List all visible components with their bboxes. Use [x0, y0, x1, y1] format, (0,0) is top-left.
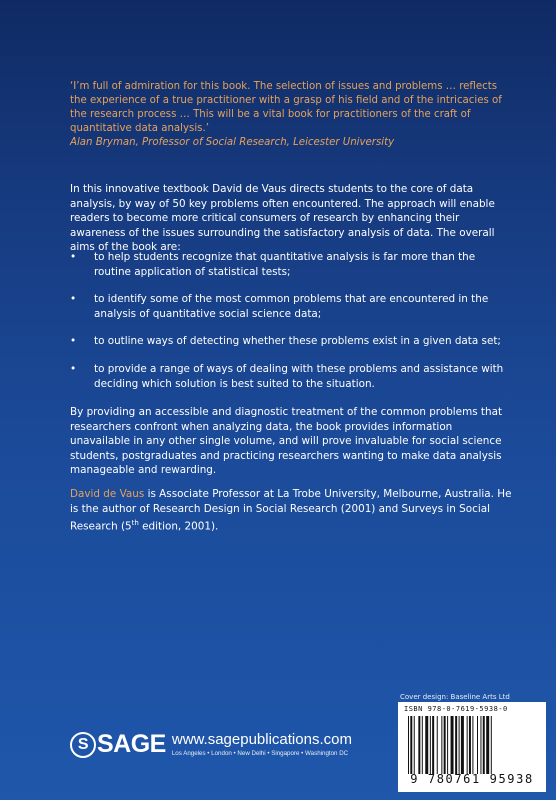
barcode-bar — [418, 716, 420, 774]
barcode-bar — [437, 716, 438, 774]
closing-paragraph: By providing an accessible and diagnostic treatment of the common problems that researchers confront when analyzing data, the book provides information unavailable in any other single volume, and will prove invaluable for social science students, postgraduates and practicing researchers wanting to make data analysis manageable and rewarding. — [70, 406, 503, 476]
barcode-bar — [410, 716, 412, 774]
bullet-icon: • — [70, 335, 77, 347]
review-quote — [70, 80, 510, 150]
barcode-bar — [472, 716, 473, 774]
barcode-bar — [447, 716, 448, 774]
barcode-icon — [408, 716, 538, 774]
sage-logo: S SAGE — [70, 730, 166, 759]
barcode-bar — [459, 716, 460, 774]
publisher-cities: Los Angeles • London • New Delhi • Singapore • Washington DC — [171, 750, 349, 757]
publisher-website: www.sagepublications.com — [171, 731, 352, 748]
barcode-bar — [486, 716, 489, 774]
barcode-bar — [430, 716, 431, 774]
bullet-icon: • — [70, 363, 77, 375]
list-item: • to provide a range of ways of dealing with these problems and assistance with deciding which solution is best suited to the situation. — [70, 363, 504, 390]
barcode-number: 9 780761 95938 — [410, 772, 534, 786]
barcode-bar — [408, 716, 409, 774]
cover-design-credit: Cover design: Baseline Arts Ltd — [400, 693, 510, 701]
barcode-bar — [477, 716, 478, 774]
list-item: • to help students recognize that quantitative analysis is far more than the routine application of statistical tests; — [70, 251, 476, 278]
barcode-bar — [480, 716, 481, 774]
author-name: David de Vaus — [70, 488, 145, 500]
barcode-bar — [467, 716, 468, 774]
barcode-bar — [441, 716, 442, 774]
sage-logo-s: S — [70, 732, 96, 758]
intro-paragraph: In this innovative textbook David de Vaus directs students to the core of data analysis, by way of 50 key problems often encountered. The approach will enable readers to become more critical consumers of research by enhancing their awareness of the issues surrounding the satisfactory analysis of data. The overall aims of the book are: — [70, 183, 495, 253]
barcode-bar — [455, 716, 457, 774]
author-bio: David de Vaus is Associate Professor at La Trobe University, Melbourne, Australia. He is the author of Research Design in Social Research (2001) and Surveys in Social Research (5th edition, 2001). — [70, 488, 512, 533]
bullet-icon: • — [70, 251, 77, 263]
isbn-barcode — [398, 702, 546, 792]
barcode-bar — [461, 716, 464, 774]
quote-attribution: Alan Bryman, Professor of Social Research, Leicester University — [70, 137, 395, 148]
list-item: • to outline ways of detecting whether these problems exist in a given data set; — [70, 335, 501, 347]
barcode-bar — [425, 716, 428, 774]
publisher-logo — [70, 730, 352, 759]
quote-text: ‘I’m full of admiration for this book. The selection of issues and problems … reflects the experience of a true practitioner with a grasp of his field and of the intricacies of the research process … This will be a vital book for practitioners of the craft of quantitative data analysis.’ — [70, 81, 502, 134]
barcode-bar — [451, 716, 454, 774]
bullet-icon: • — [70, 293, 77, 305]
barcode-bar — [469, 716, 471, 774]
barcode-bar — [444, 716, 446, 774]
barcode-bar — [414, 716, 415, 774]
list-item: • to identify some of the most common problems that are encountered in the analysis of quantitative social science data; — [70, 293, 489, 320]
barcode-bar — [483, 716, 485, 774]
isbn-label: ISBN 978-0-7619-5938-0 — [404, 705, 508, 713]
barcode-bar — [491, 716, 492, 774]
barcode-bar — [422, 716, 423, 774]
barcode-bar — [432, 716, 434, 774]
